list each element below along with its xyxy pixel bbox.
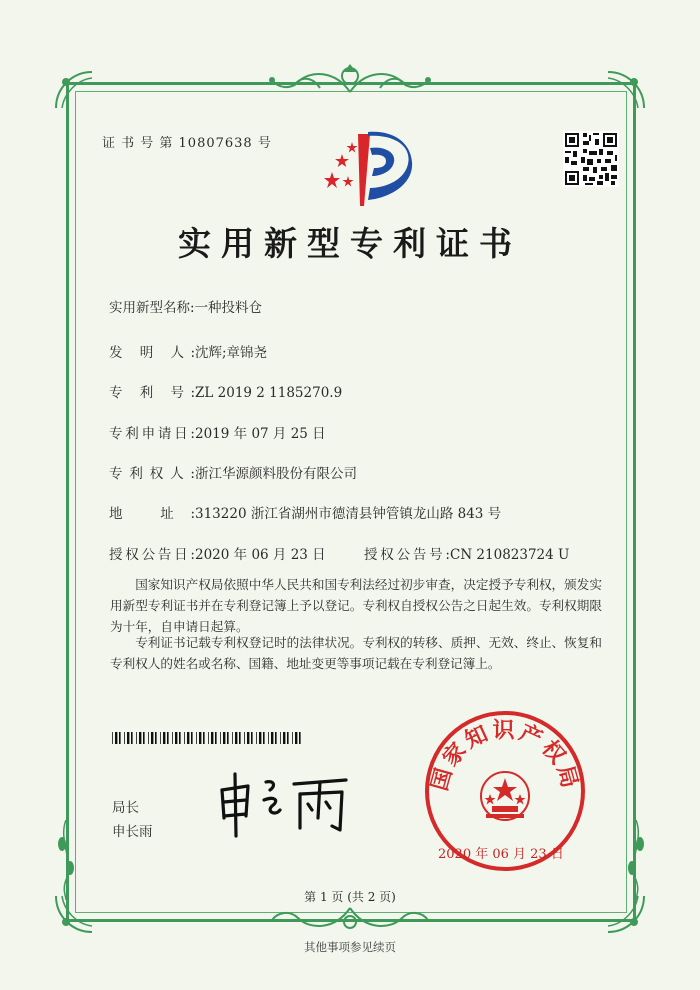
certificate-number: 证 书 号 第 10807638 号 [102, 136, 272, 151]
patentee-value: 浙江华源颜料股份有限公司 [195, 466, 357, 482]
grant-number-value: CN 210823724 U [450, 547, 570, 563]
top-ornament-icon [250, 62, 450, 98]
cnipa-logo-icon [318, 128, 414, 208]
address-value: 313220 浙江省湖州市德清县钟管镇龙山路 843 号 [195, 506, 502, 522]
footer-note: 其他事项参见续页 [304, 940, 396, 954]
director-signature-icon [214, 770, 364, 840]
corner-ornament-icon [52, 68, 96, 112]
svg-text:国家知识产权局: 国家知识产权局 [427, 718, 583, 794]
qr-code-icon [563, 131, 619, 187]
grant-number-label: 授权公告号: [364, 547, 450, 563]
grant-date-label: 授权公告日: [109, 547, 195, 563]
address-row [109, 502, 501, 522]
patent-number-label: 专 利 号: [109, 385, 195, 401]
inventor-value: 沈辉;章锦尧 [195, 345, 268, 361]
seal-date: 2020 年 06 月 23 日 [438, 847, 564, 862]
filing-date-label: 专利申请日: [109, 426, 195, 442]
utility-model-name-label: 实用新型名称: [109, 300, 195, 316]
grant-date-value: 2020 年 06 月 23 日 [195, 547, 326, 563]
page-indicator: 第 1 页 (共 2 页) [304, 890, 396, 904]
address-label: 地 址: [109, 506, 195, 522]
bottom-ornament-icon [250, 904, 450, 936]
barcode-icon [112, 732, 302, 744]
inventor-label: 发 明 人: [109, 345, 195, 361]
grant-statement-paragraph: 国家知识产权局依照中华人民共和国专利法经过初步审查，决定授予专利权，颁发实用新型专利证书并在专利登记簿上予以登记。专利权自授权公告之日起生效。专利权期限为十年，自申请日起算。 [110, 577, 602, 634]
grant-date-row [109, 543, 326, 563]
patentee-label: 专利权人: [109, 466, 195, 482]
patent-number-value: ZL 2019 2 1185270.9 [195, 385, 343, 401]
director-name: 申长雨 [112, 824, 153, 840]
filing-date-value: 2019 年 07 月 25 日 [195, 426, 326, 442]
certificate-title: 实用新型专利证书 [178, 224, 522, 263]
patentee-row [109, 462, 357, 482]
legal-status-paragraph: 专利证书记载专利权登记时的法律状况。专利权的转移、质押、无效、终止、恢复和专利权人的姓名或名称、国籍、地址变更等事项记载在专利登记簿上。 [110, 635, 602, 671]
filing-date-row [109, 422, 326, 442]
grant-number-row [364, 543, 569, 563]
patent-number-row [109, 381, 342, 401]
utility-model-name-row [109, 296, 262, 316]
director-title: 局长 [112, 800, 139, 816]
utility-model-name-value: 一种投料仓 [194, 300, 263, 316]
corner-ornament-icon [604, 68, 648, 112]
inventor-row [109, 341, 267, 361]
